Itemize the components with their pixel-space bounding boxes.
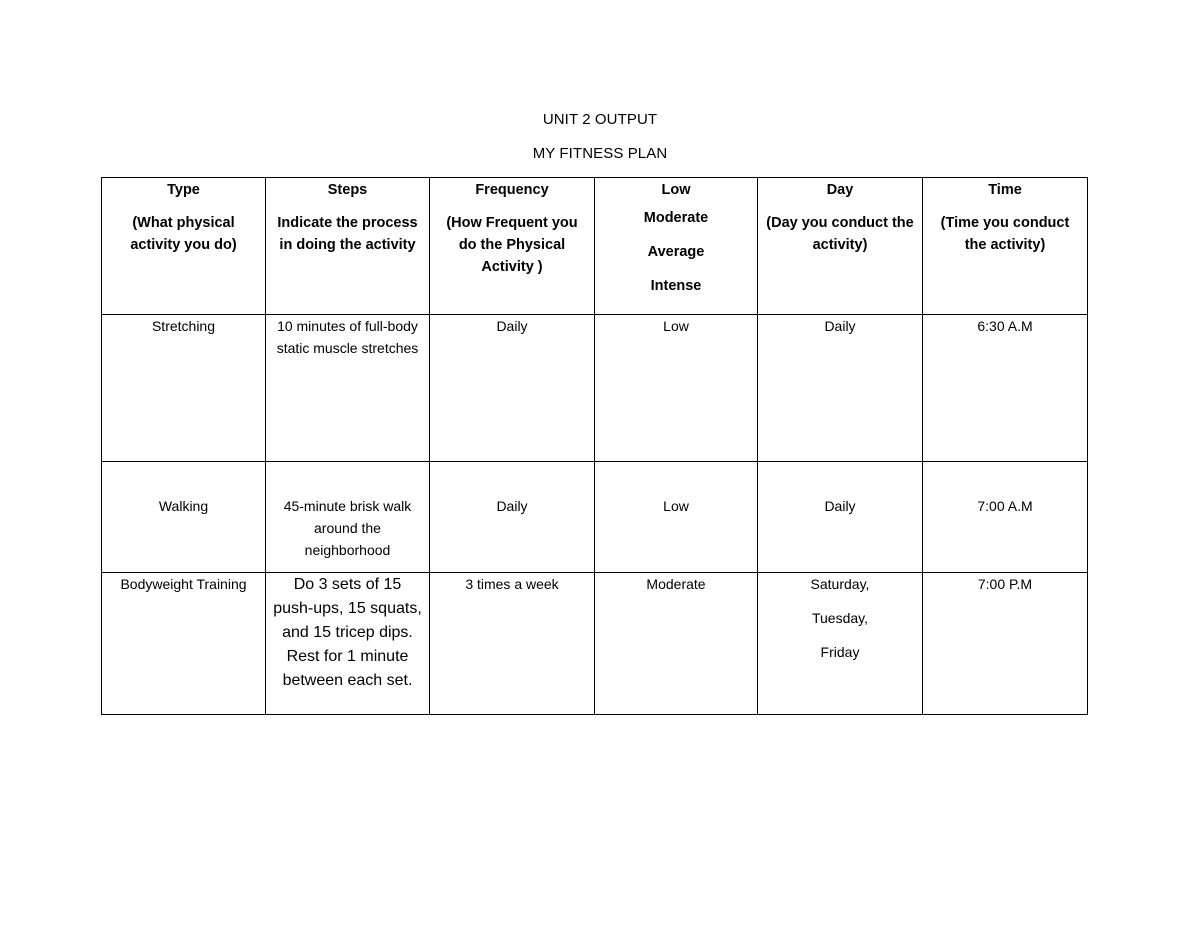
cell-steps-text: 45-minute brisk walk around the neighborhood	[283, 498, 412, 558]
header-intensity-moderate: Moderate	[643, 210, 709, 226]
cell-day-line: Saturday,	[810, 576, 870, 592]
cell-frequency-text: Daily	[496, 498, 528, 514]
header-frequency	[430, 178, 595, 315]
header-intensity-intense: Intense	[650, 278, 702, 294]
cell-time-text: 7:00 A.M	[977, 498, 1033, 514]
cell-day: Daily	[758, 315, 923, 462]
cell-type: Bodyweight Training	[102, 573, 266, 715]
header-frequency-title: Frequency	[475, 182, 549, 198]
table-row	[102, 573, 1088, 715]
cell-time	[923, 462, 1088, 573]
unit-title: UNIT 2 OUTPUT	[542, 111, 658, 128]
header-day-title: Day	[826, 182, 854, 198]
cell-intensity: Moderate	[595, 573, 758, 715]
cell-day	[758, 573, 923, 715]
header-intensity-low: Low	[661, 182, 691, 198]
header-steps-desc: Indicate the process in doing the activity	[277, 215, 418, 253]
cell-frequency: 3 times a week	[430, 573, 595, 715]
cell-steps	[266, 573, 430, 715]
table-header-row	[102, 178, 1088, 315]
cell-type	[102, 462, 266, 573]
cell-time: 6:30 A.M	[923, 315, 1088, 462]
cell-day-line: Tuesday,	[811, 610, 869, 626]
cell-day-line: Friday	[820, 644, 860, 660]
cell-intensity-text: Low	[663, 498, 689, 514]
cell-intensity: Low	[595, 315, 758, 462]
table-row	[102, 462, 1088, 573]
header-steps	[266, 178, 430, 315]
header-time	[923, 178, 1088, 315]
header-frequency-desc: (How Frequent you do the Physical Activity )	[446, 215, 578, 275]
header-intensity	[595, 178, 758, 315]
cell-type: Stretching	[102, 315, 266, 462]
cell-frequency	[430, 462, 595, 573]
header-type	[102, 178, 266, 315]
table-row	[102, 315, 1088, 462]
cell-steps: 10 minutes of full-body static muscle stretches	[266, 315, 430, 462]
header-time-title: Time	[988, 182, 1022, 198]
fitness-plan-table	[101, 177, 1088, 715]
header-time-desc: (Time you conduct the activity)	[940, 215, 1070, 253]
cell-day-text: Daily	[824, 498, 856, 514]
header-day-desc: (Day you conduct the activity)	[766, 215, 914, 253]
cell-time: 7:00 P.M	[923, 573, 1088, 715]
header-day	[758, 178, 923, 315]
cell-intensity	[595, 462, 758, 573]
cell-steps	[266, 462, 430, 573]
cell-type-text: Walking	[158, 498, 209, 514]
cell-steps-text: Do 3 sets of 15 push-ups, 15 squats, and 15 tricep dips. Rest for 1 minute between each set.	[273, 576, 422, 689]
header-steps-title: Steps	[327, 182, 368, 198]
header-intensity-average: Average	[647, 244, 705, 260]
header-type-title: Type	[167, 182, 200, 198]
cell-day	[758, 462, 923, 573]
header-type-desc: (What physical activity you do)	[130, 215, 237, 253]
plan-title: MY FITNESS PLAN	[532, 145, 668, 162]
cell-frequency: Daily	[430, 315, 595, 462]
